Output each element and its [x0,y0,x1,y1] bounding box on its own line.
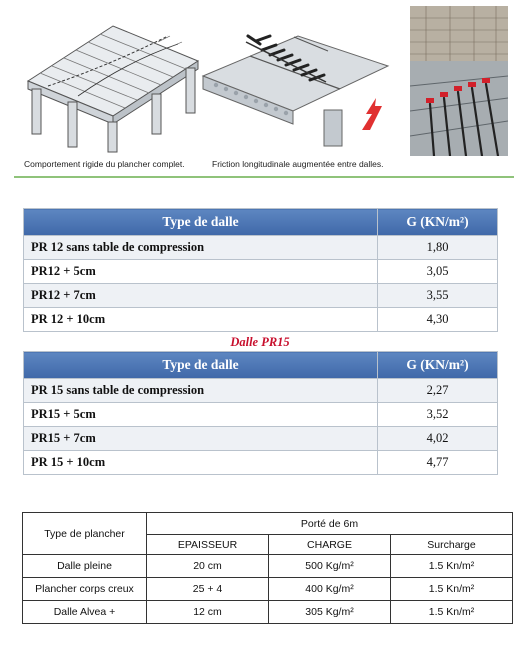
column-header-plancher-type: Type de plancher [23,513,147,555]
g-value-cell: 2,27 [378,379,498,403]
column-header-g: G (KN/m²) [378,209,498,236]
column-header-type: Type de dalle [24,352,378,379]
g-value-cell: 4,77 [378,451,498,475]
table-row [24,284,498,308]
table-row [23,555,513,578]
table-row [24,308,498,332]
column-header-charge: CHARGE [269,535,391,555]
table-row [23,578,513,601]
slab-type-cell: PR12 + 5cm [24,260,378,284]
plancher-table [22,512,513,624]
section-divider [14,176,514,178]
surcharge-cell: 1.5 Kn/m² [391,578,513,601]
g-value-cell: 1,80 [378,236,498,260]
epaisseur-cell: 25 + 4 [147,578,269,601]
g-value-cell: 3,05 [378,260,498,284]
column-header-type: Type de dalle [24,209,378,236]
slab-joint-illustration [198,6,398,156]
table-row [23,601,513,624]
column-header-g: G (KN/m²) [378,352,498,379]
slab-type-cell: PR 15 + 10cm [24,451,378,475]
charge-cell: 400 Kg/m² [269,578,391,601]
table-header-row [24,352,498,379]
charge-cell: 305 Kg/m² [269,601,391,624]
figure-strip [0,0,520,178]
g-value-cell: 3,52 [378,403,498,427]
plancher-type-cell: Plancher corps creux [23,578,147,601]
group-header-portee: Porté de 6m [147,513,513,535]
g-value-cell: 4,30 [378,308,498,332]
table-row [24,427,498,451]
table-row [24,260,498,284]
figure-caption-right: Friction longitudinale augmentée entre dalles. [212,159,384,169]
slab-type-cell: PR 12 sans table de compression [24,236,378,260]
table-row [24,403,498,427]
table-header-row [23,513,513,535]
slab-type-cell: PR15 + 5cm [24,403,378,427]
figure-caption-left: Comportement rigide du plancher complet. [24,159,185,169]
pr12-table [23,208,498,332]
slab-type-cell: PR12 + 7cm [24,284,378,308]
site-photo [410,6,508,156]
table-header-row [24,209,498,236]
rigid-floor-illustration [18,6,203,156]
column-header-surcharge: Surcharge [391,535,513,555]
g-value-cell: 4,02 [378,427,498,451]
epaisseur-cell: 12 cm [147,601,269,624]
slab-type-cell: PR 12 + 10cm [24,308,378,332]
slab-type-cell: PR15 + 7cm [24,427,378,451]
table-row [24,379,498,403]
surcharge-cell: 1.5 Kn/m² [391,555,513,578]
table-row [24,236,498,260]
slab-type-cell: PR 15 sans table de compression [24,379,378,403]
g-value-cell: 3,55 [378,284,498,308]
pr15-section-title: Dalle PR15 [230,335,290,349]
plancher-type-cell: Dalle pleine [23,555,147,578]
column-header-epaisseur: EPAISSEUR [147,535,269,555]
epaisseur-cell: 20 cm [147,555,269,578]
surcharge-cell: 1.5 Kn/m² [391,601,513,624]
table-row [24,451,498,475]
charge-cell: 500 Kg/m² [269,555,391,578]
plancher-type-cell: Dalle Alvea + [23,601,147,624]
pr15-table [23,351,498,475]
